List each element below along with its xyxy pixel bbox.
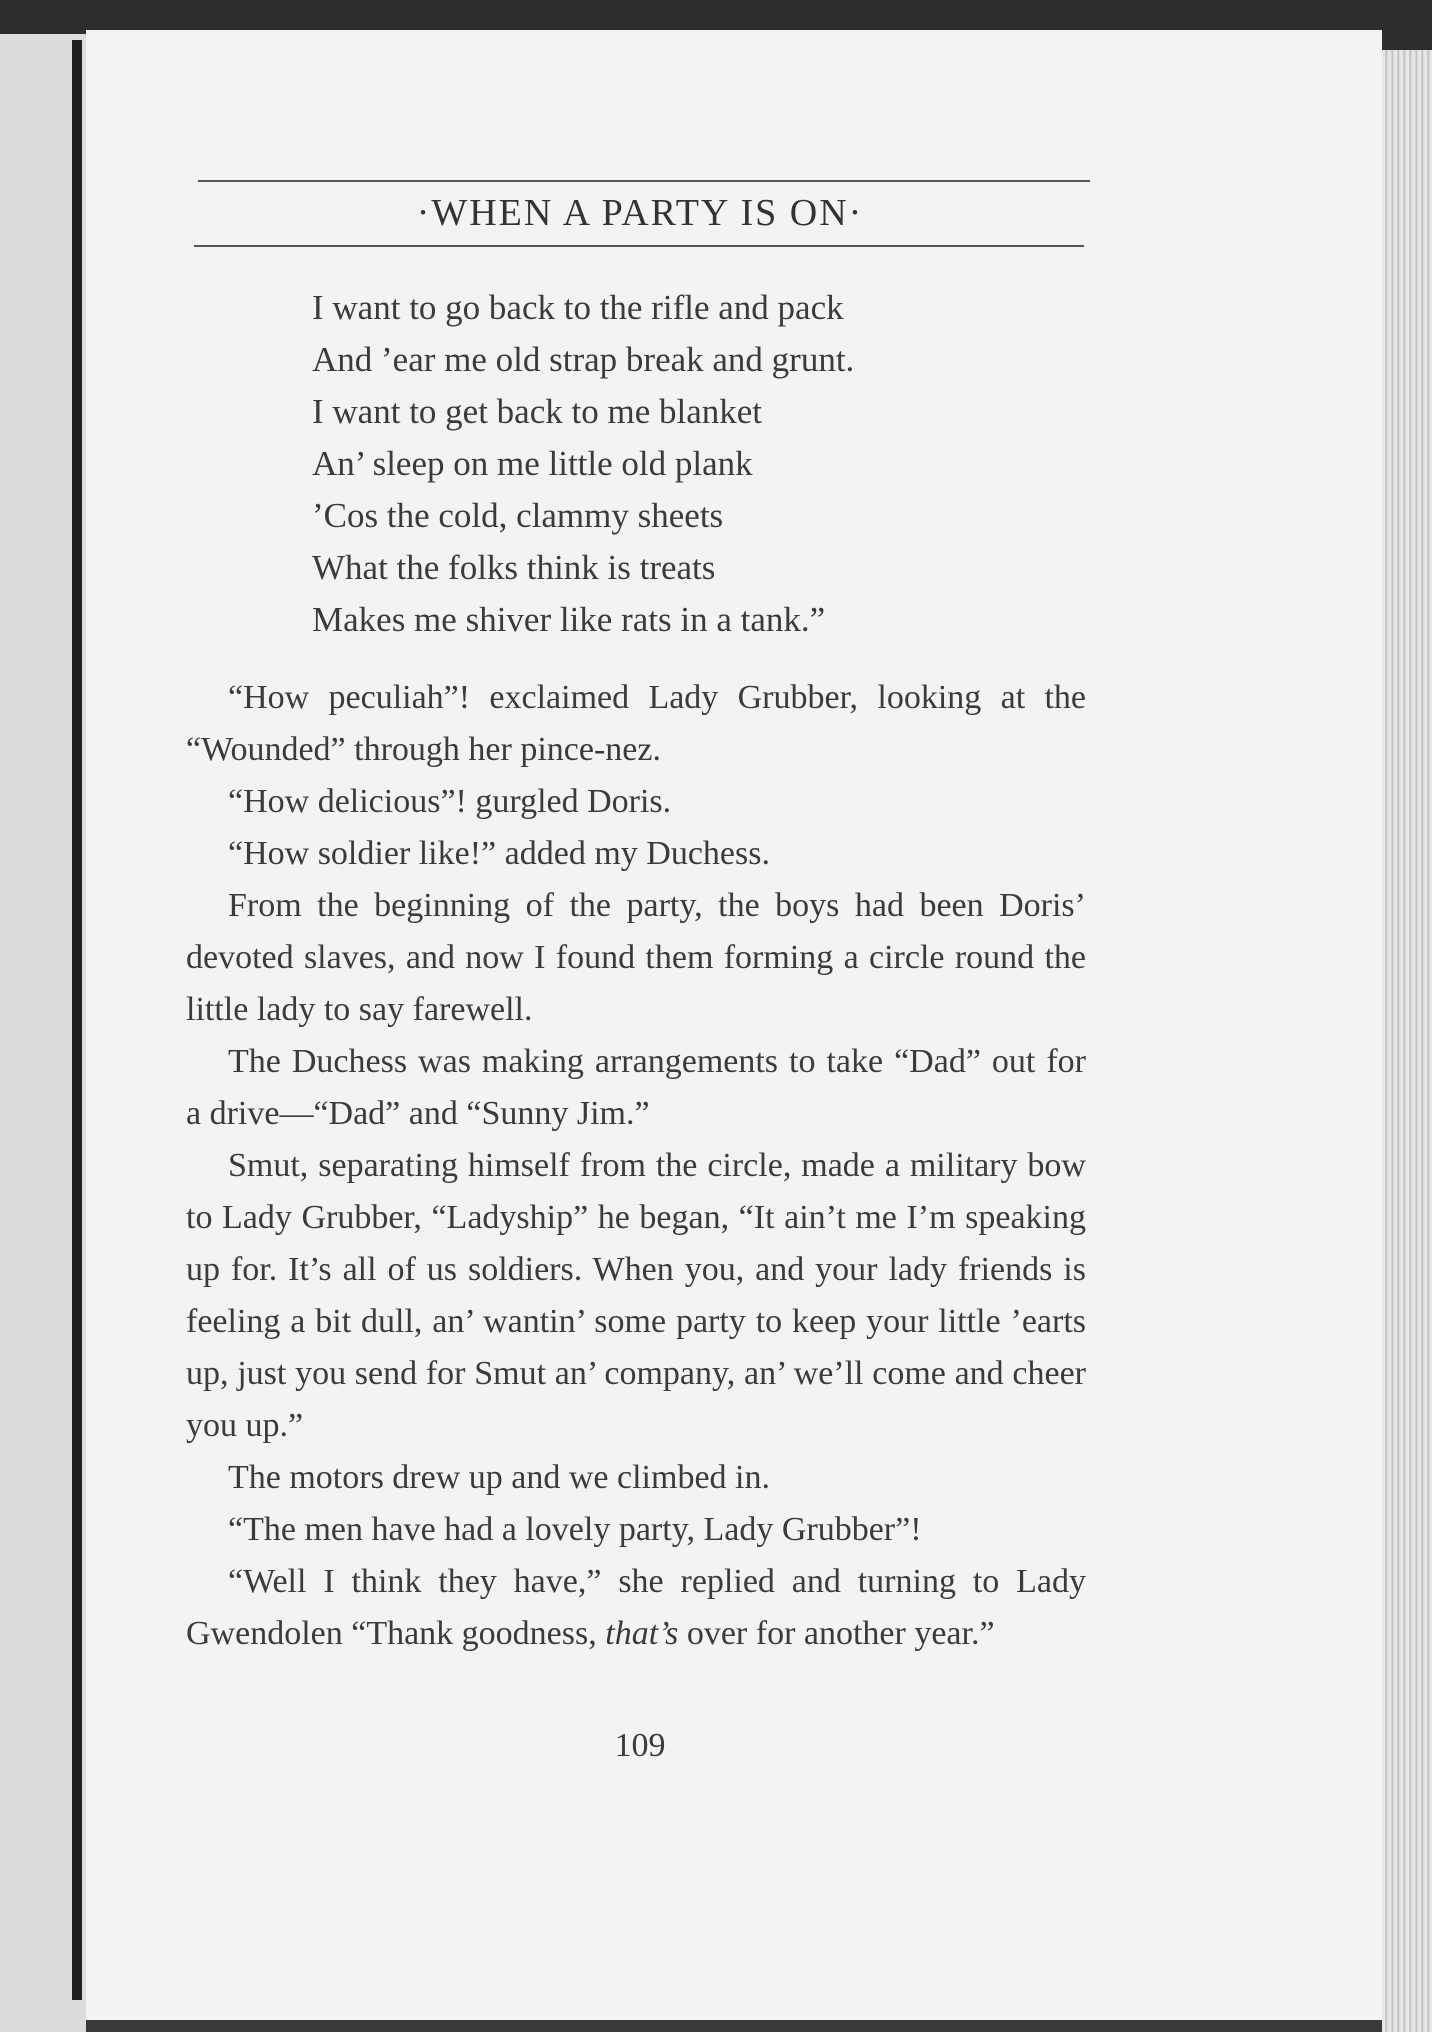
running-head: ·WHEN A PARTY IS ON· (416, 192, 864, 234)
final-paragraph-emphasis: that’s (605, 1615, 679, 1652)
page-number: 109 (614, 1727, 666, 1764)
final-paragraph-text: “Well I think they have,” she replied and turning to Lady Gwendolen “Thank goodness, (186, 1563, 1086, 1652)
scan-border-top (0, 0, 1432, 34)
verse-line: And ’ear me old strap break and grunt. (312, 340, 855, 379)
paragraph: “How peculiah”! exclaimed Lady Grubber, looking at the “Wounded” through her pince-nez. (186, 679, 1086, 768)
header-rule-top (198, 180, 1090, 182)
verse-line: ’Cos the cold, clammy sheets (312, 496, 724, 535)
prose-block (186, 672, 1086, 1660)
book-gutter (72, 40, 82, 2000)
verse-line: I want to get back to me blanket (312, 392, 762, 431)
paragraph: “How delicious”! gurgled Doris. (228, 783, 672, 820)
paragraph: From the beginning of the party, the boys had been Doris’ devoted slaves, and now I found them forming a circle round the little lady to say farewell. (186, 887, 1086, 1028)
verse-block (312, 282, 1112, 646)
paragraph: Smut, separating himself from the circle, made a military bow to Lady Grubber, “Ladyship” he began, “It ain’t me I’m speaking up for. It’s all of us soldiers. When you, and your lady friends is feeling a bit dull, an’ wantin’ some party to keep your little ’earts up, just you send for Smut an’ company, an’ we’ll come and cheer you up.” (186, 1147, 1086, 1444)
paragraph: “The men have had a lovely party, Lady Grubber”! (228, 1511, 922, 1548)
verse-line: What the folks think is treats (312, 548, 716, 587)
paragraph: “How soldier like!” added my Duchess. (228, 835, 770, 872)
paragraph: The motors drew up and we climbed in. (228, 1459, 770, 1496)
page-stack-edge (1382, 50, 1432, 2032)
verse-line: Makes me shiver like rats in a tank.” (312, 600, 826, 639)
final-paragraph-text-end: over for another year.” (678, 1615, 995, 1652)
verse-line: I want to go back to the rifle and pack (312, 288, 844, 327)
header-rule-bottom (194, 245, 1084, 247)
verse-line: An’ sleep on me little old plank (312, 444, 753, 483)
paragraph: The Duchess was making arrangements to take “Dad” out for a drive—“Dad” and “Sunny Jim.” (186, 1043, 1086, 1132)
final-paragraph (186, 1556, 1086, 1660)
